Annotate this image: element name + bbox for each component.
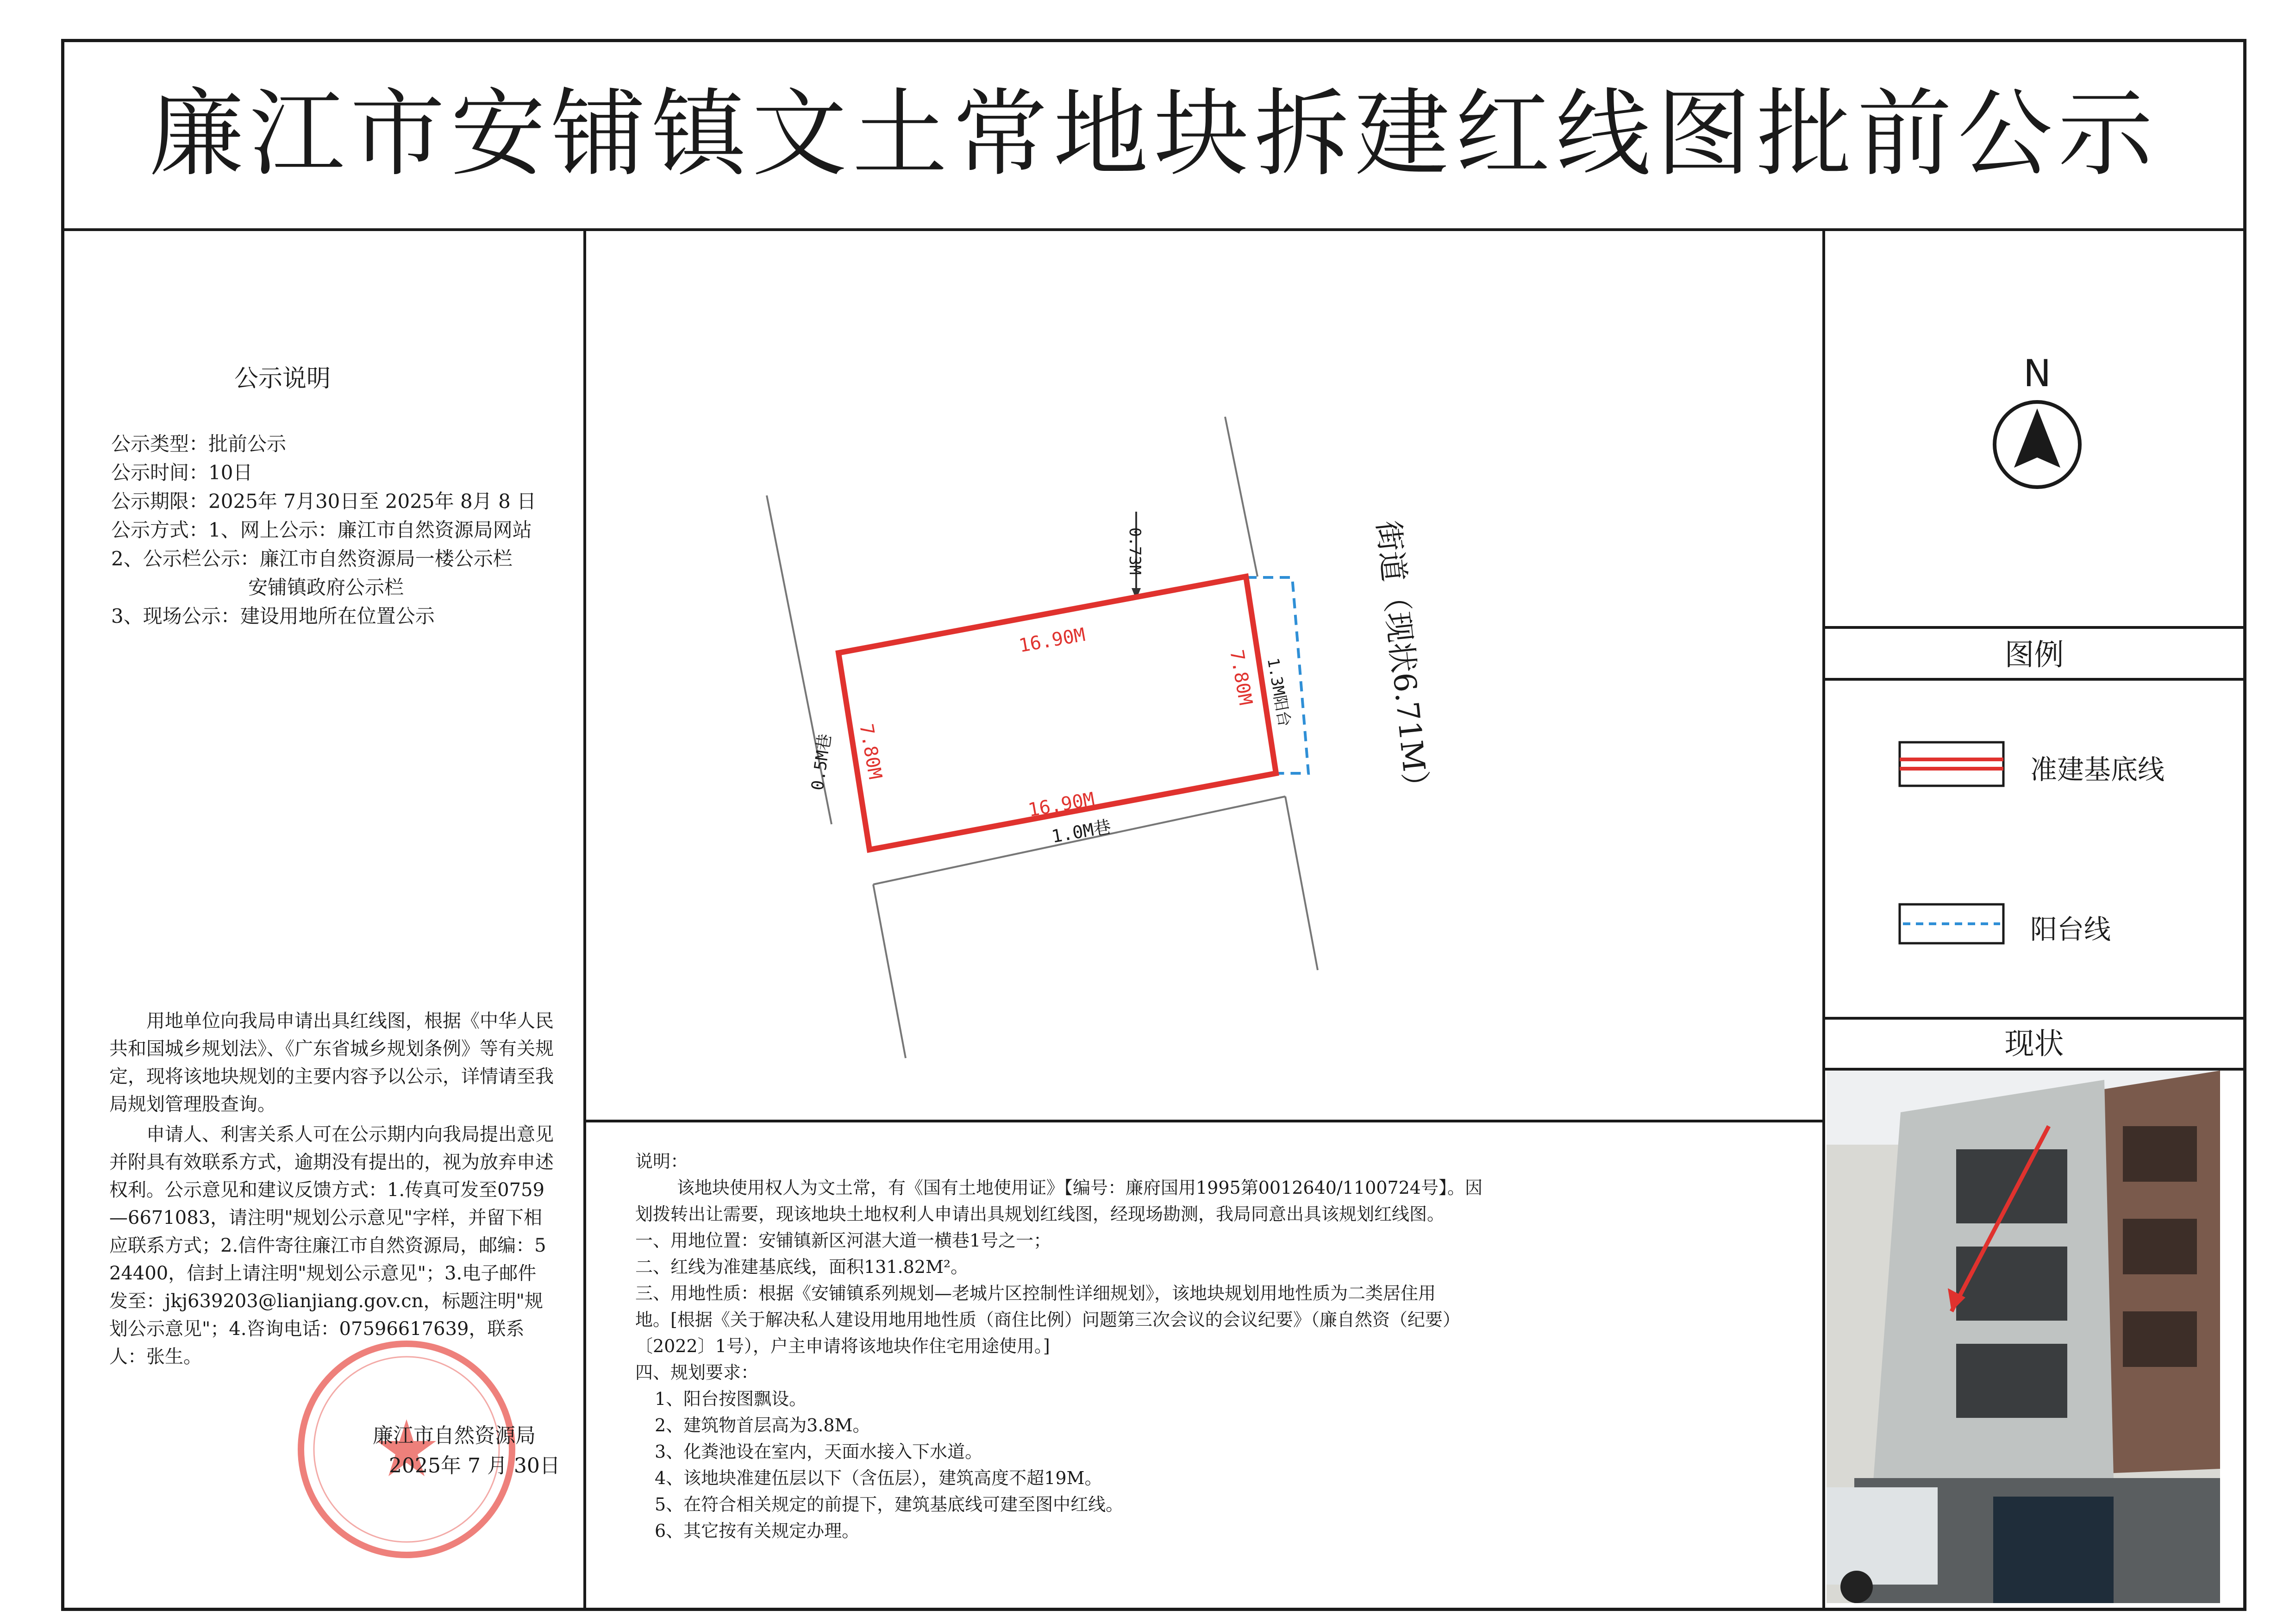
site-photo [1827, 1071, 2220, 1603]
divider-legend-top [1824, 626, 2243, 629]
notes-line: 地。[根据《关于解决私人建设用地用地性质（商住比例）问题第三次会议的会议纪要》（廉自然资（纪要） [635, 1310, 1460, 1330]
legend-item-balcony: 阳台线 [2030, 914, 2111, 945]
page-title: 廉江市安铺镇文土常地块拆建红线图批前公示 [149, 79, 2158, 189]
legend-red-line-swatch [1898, 741, 2005, 787]
notes-line: 4、该地块准建伍层以下（含伍层），建筑高度不超19M。 [655, 1468, 1102, 1488]
notes-heading: 说明： [635, 1151, 688, 1172]
notes-line: 1、阳台按图飘设。 [655, 1389, 807, 1409]
notice-line-duration: 公示时间：10日 [111, 461, 253, 484]
notes-line: 四、规划要求： [635, 1362, 759, 1383]
notice-line-method: 公示方式：1、网上公示：廉江市自然资源局网站 [111, 519, 532, 541]
notes-line: 三、用地性质：根据《安铺镇系列规划—老城片区控制性详细规划》，该地块规划用地性质为二类居住用 [635, 1283, 1436, 1303]
notes-line: 该地块使用权人为文土常，有《国有土地使用证》【编号：廉府国用1995第0012640/1100724号】。因 [677, 1178, 1483, 1198]
notes-line: 二、红线为准建基底线，面积131.82M²。 [635, 1257, 969, 1277]
alley-bottom-label: 1.0M巷 [1050, 816, 1113, 847]
notice-line-type: 公示类型：批前公示 [111, 432, 287, 455]
notes-line: 划拨转出让需要，现该地块土地权利人申请出具规划红线图，经现场勘测，我局同意出具该规划红线图。 [635, 1204, 1445, 1224]
dim-top-label: 16.90M [1017, 624, 1087, 657]
setback-top-label: 0.73M [1126, 527, 1145, 575]
north-arrow-icon [1991, 398, 2083, 491]
dim-right-label: 7.80M [1226, 648, 1257, 707]
notice-line-period: 公示期限：2025年 7月30日至 2025年 8月 8 日 [111, 490, 537, 513]
legend-balcony-swatch [1898, 903, 2005, 945]
legend-item-red-line: 准建基底线 [2030, 754, 2165, 785]
site-plan-drawing [586, 234, 1822, 1120]
neighbor-line-right-lower [1285, 796, 1318, 970]
status-heading: 现状 [2004, 1027, 2064, 1061]
balcony-label: 1.3M阳台 [1263, 656, 1294, 728]
signature-date: 2025年 7 月 30日 [389, 1454, 560, 1478]
notice-paragraph-1: 用地单位向我局申请出具红线图，根据《中华人民共和国城乡规划法》、《广东省城乡规划条例》等有关规定，现将该地块规划的主要内容予以公示，详情请至我局规划管理股查询。 [109, 1010, 554, 1115]
notes-line: 2、建筑物首层高为3.8M。 [655, 1415, 870, 1435]
notes-block [635, 1148, 1802, 1544]
notes-line: 5、在符合相关规定的前提下，建筑基底线可建至图中红线。 [655, 1494, 1124, 1515]
dim-left-label: 7.80M [855, 722, 886, 781]
notice-paragraph-2: 申请人、利害关系人可在公示期内向我局提出意见并附具有效联系方式，逾期没有提出的，视为放弃申述权利。公示意见和建议反馈方式：1.传真可发至0759—6671083，请注明"规划公示意见"字样，并留下相应联系方式；2.信件寄往廉江市自然资源局，邮编：524400，信封上请注明"规划公示意见"；3.电子邮件发至：jkj639203@lianjiang.gov.cn，标题注明"规划公示意见"；4.咨询电话：07596617639，联系人：张生。 [109, 1124, 554, 1367]
signature-org: 廉江市自然资源局 [373, 1424, 536, 1448]
neighbor-line-left-lower [873, 884, 906, 1058]
divider-notes [585, 1120, 1824, 1122]
notes-line: 6、其它按有关规定办理。 [655, 1521, 860, 1541]
notes-line: 3、化粪池设在室内，天面水接入下水道。 [655, 1441, 983, 1462]
notice-line-board: 2、公示栏公示：廉江市自然资源局一楼公示栏 [111, 547, 513, 570]
notes-line: 〔2022〕1号），户主申请将该地块作住宅用途使用。] [635, 1336, 1050, 1356]
divider-right [1822, 231, 1825, 1611]
dim-bottom-label: 16.90M [1026, 788, 1096, 821]
alley-left-label: 0.5M巷 [808, 733, 835, 792]
notes-line: 一、用地位置：安铺镇新区河湛大道一横巷1号之一； [635, 1230, 1051, 1251]
compass-label: N [2023, 352, 2051, 395]
notice-heading: 公示说明 [234, 365, 331, 393]
notice-line-board2: 安铺镇政府公示栏 [248, 576, 404, 599]
notice-line-site: 3、现场公示：建设用地所在位置公示 [111, 605, 435, 627]
divider-status-top [1824, 1017, 2243, 1020]
legend-heading: 图例 [2004, 638, 2064, 672]
neighbor-line-right-upper [1225, 417, 1257, 577]
street-label: 街道（现状6.71M） [1370, 519, 1435, 804]
